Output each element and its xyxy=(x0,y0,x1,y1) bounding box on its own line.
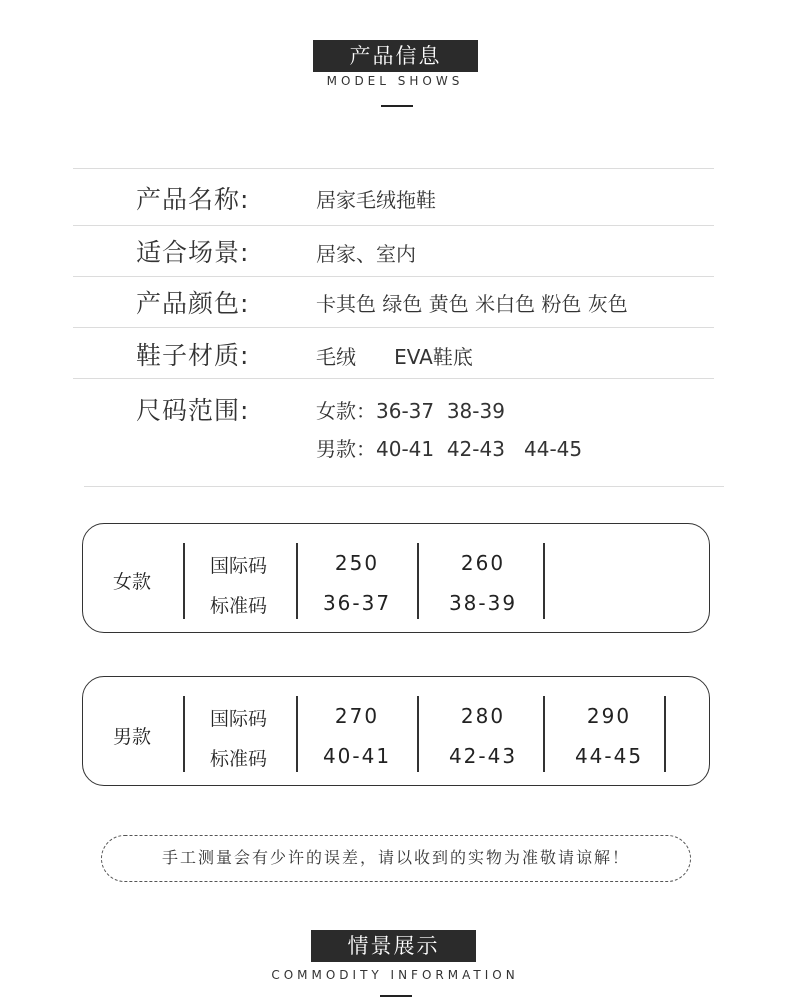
std-size-label: 标准码 xyxy=(210,595,268,617)
men-size-card xyxy=(82,676,710,786)
men-intl-size: 290 xyxy=(586,704,632,728)
intl-size-label: 国际码 xyxy=(210,555,268,577)
column-divider xyxy=(417,543,419,619)
men-std-size: 42-43 xyxy=(448,744,518,768)
measurement-note: 手工测量会有少许的误差，请以收到的实物为准敬请谅解！ xyxy=(101,835,691,882)
info-value-size-men: 男款：40-41 42-43 44-45 xyxy=(316,437,583,461)
info-value-scene: 居家、室内 xyxy=(316,242,416,266)
intl-size-label: 国际码 xyxy=(210,708,268,730)
info-value-name: 居家毛绒拖鞋 xyxy=(316,188,436,212)
info-label-color: 产品颜色: xyxy=(136,289,250,318)
section-underline xyxy=(381,105,413,107)
divider xyxy=(73,378,714,379)
info-value-size-women: 女款：36-37 38-39 xyxy=(316,399,505,423)
divider xyxy=(73,225,714,226)
men-std-size: 44-45 xyxy=(574,744,644,768)
column-divider xyxy=(664,696,666,772)
std-size-label: 标准码 xyxy=(210,748,268,770)
info-value-material: 毛绒 EVA鞋底 xyxy=(316,345,473,369)
column-divider xyxy=(183,543,185,619)
women-std-size: 38-39 xyxy=(448,591,518,615)
men-intl-size: 270 xyxy=(334,704,380,728)
men-intl-size: 280 xyxy=(460,704,506,728)
women-intl-size: 260 xyxy=(460,551,506,575)
column-divider xyxy=(543,543,545,619)
info-value-color: 卡其色 绿色 黄色 米白色 粉色 灰色 xyxy=(316,292,628,316)
women-std-size: 36-37 xyxy=(322,591,392,615)
divider xyxy=(84,486,724,487)
section-subtitle: MODEL SHOWS xyxy=(326,74,464,88)
info-label-scene: 适合场景: xyxy=(136,238,250,267)
column-divider xyxy=(543,696,545,772)
section-title-scene: 情景展示 xyxy=(311,930,476,962)
section-title-product-info: 产品信息 xyxy=(313,40,478,72)
info-label-name: 产品名称: xyxy=(136,185,250,214)
section-subtitle: COMMODITY INFORMATION xyxy=(271,968,519,982)
divider xyxy=(73,168,714,169)
info-label-material: 鞋子材质: xyxy=(136,341,250,370)
divider xyxy=(73,276,714,277)
column-divider xyxy=(183,696,185,772)
women-label: 女款 xyxy=(113,571,152,593)
info-label-size: 尺码范围: xyxy=(136,396,250,425)
women-size-card xyxy=(82,523,710,633)
women-intl-size: 250 xyxy=(334,551,380,575)
men-label: 男款 xyxy=(113,726,152,748)
men-std-size: 40-41 xyxy=(322,744,392,768)
section-underline xyxy=(380,995,412,997)
divider xyxy=(73,327,714,328)
column-divider xyxy=(417,696,419,772)
